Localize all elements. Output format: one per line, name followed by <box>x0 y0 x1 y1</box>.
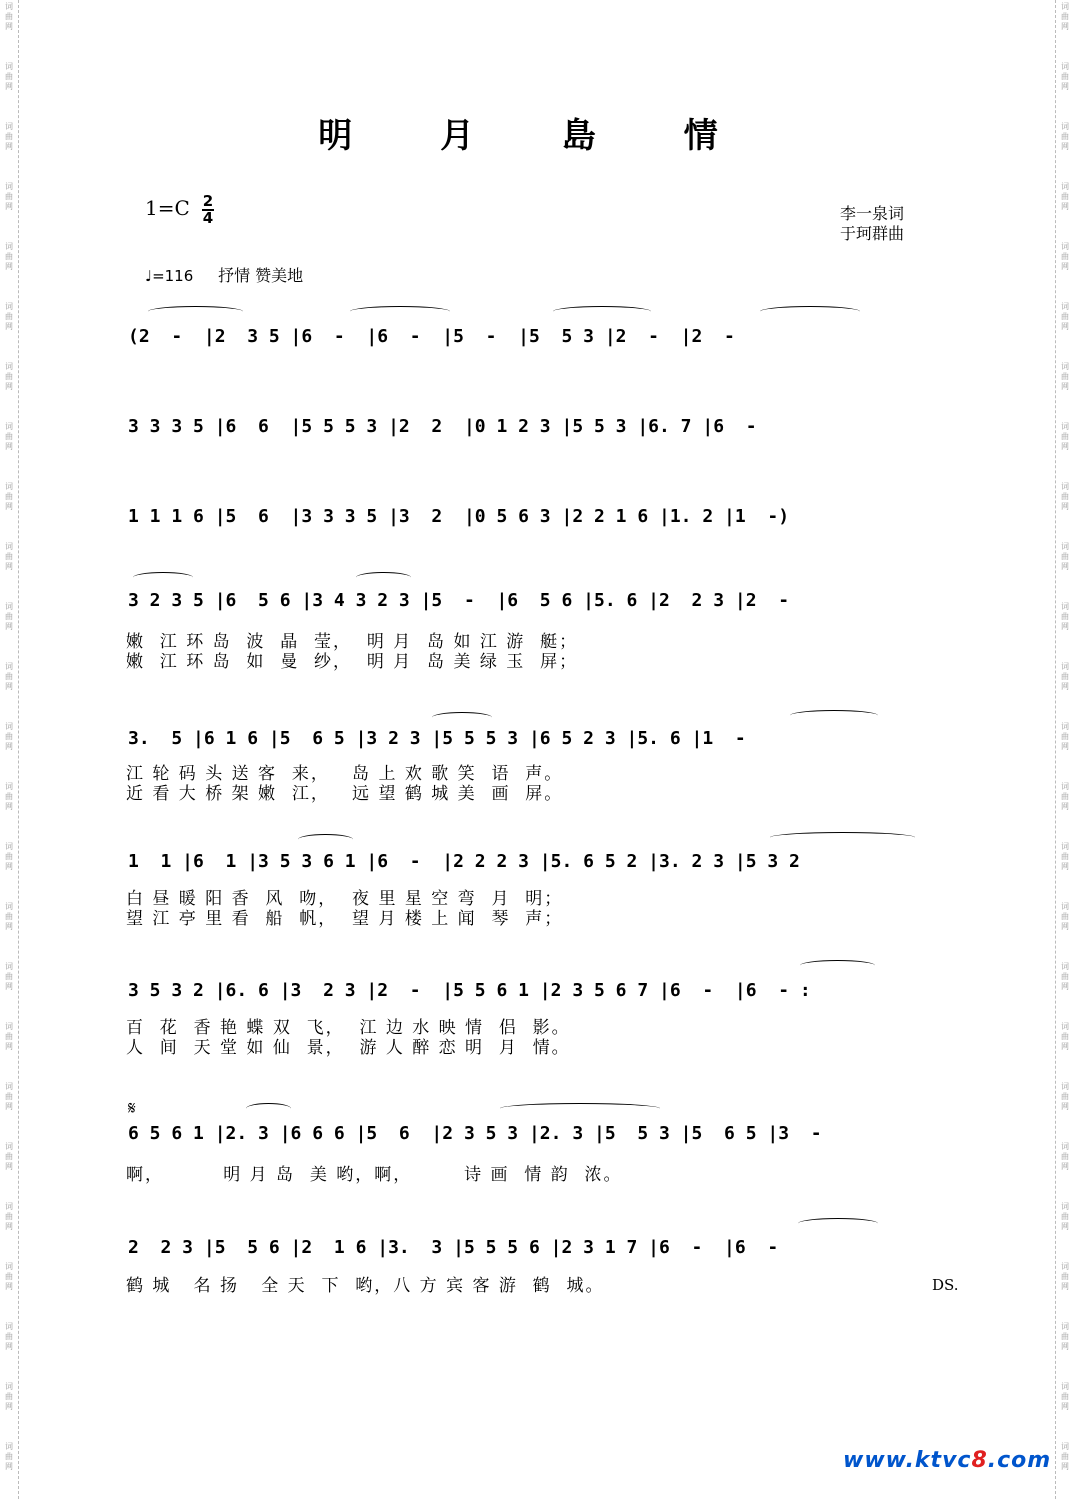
side-watermark-mark: 词 曲 网 <box>1061 242 1069 271</box>
slur <box>246 1103 291 1114</box>
time-signature-bottom: 4 <box>202 209 214 227</box>
staff-line-1 <box>128 325 948 365</box>
time-signature <box>202 194 214 226</box>
slur <box>148 306 243 317</box>
side-watermark-mark: 词 曲 网 <box>5 1022 13 1051</box>
side-watermark-mark: 词 曲 网 <box>5 842 13 871</box>
side-watermark-mark: 词 曲 网 <box>5 242 13 271</box>
side-watermark-mark: 词 曲 网 <box>5 662 13 691</box>
lyricist: 李一泉词 <box>840 204 905 223</box>
notes: 3 3 3 5 |6 6 |5 5 5 3 |2 2 |0 1 2 3 |5 5 3 |6. 7 |6 - <box>128 416 779 437</box>
key-signature: 1=C <box>145 196 190 220</box>
staff-line-3 <box>128 505 948 545</box>
side-watermark-mark: 词 曲 网 <box>5 722 13 751</box>
song-title: 明 月 島 情 <box>318 116 756 156</box>
side-watermark-mark: 词 曲 网 <box>1061 2 1069 31</box>
lyric-line-7a: 百 花 香 艳 蝶 双 飞， 江 边 水 映 情 侣 影。 <box>126 1018 571 1038</box>
right-margin-watermark <box>1055 0 1074 1499</box>
side-watermark-mark: 词 曲 网 <box>5 962 13 991</box>
time-signature-top: 2 <box>202 192 214 210</box>
slur <box>553 306 651 317</box>
side-watermark-mark: 词 曲 网 <box>5 1442 13 1471</box>
site-watermark <box>843 1448 1051 1473</box>
side-watermark-mark: 词 曲 网 <box>5 1082 13 1111</box>
notes: 3 5 3 2 |6. 6 |3 2 3 |2 - |5 5 6 1 |2 3 5 6 7 |6 - |6 - : <box>128 980 811 1001</box>
lyric-line-5a: 江 轮 码 头 送 客 来， 岛 上 欢 歌 笑 语 声。 <box>126 764 564 784</box>
lyric-line-7b: 人 间 天 堂 如 仙 景， 游 人 醉 恋 明 月 情。 <box>126 1038 571 1058</box>
side-watermark-mark: 词 曲 网 <box>5 422 13 451</box>
side-watermark-mark: 词 曲 网 <box>1061 1202 1069 1231</box>
staff-line-8 <box>128 1122 948 1162</box>
side-watermark-mark: 词 曲 网 <box>5 62 13 91</box>
side-watermark-mark: 词 曲 网 <box>1061 602 1069 631</box>
side-watermark-mark: 词 曲 网 <box>1061 842 1069 871</box>
slur <box>800 960 875 971</box>
staff-line-5 <box>128 727 948 767</box>
side-watermark-mark: 词 曲 网 <box>1061 782 1069 811</box>
side-watermark-mark: 词 曲 网 <box>1061 122 1069 151</box>
notes: 3 2 3 5 |6 5 6 |3 4 3 2 3 |5 - |6 5 6 |5. 6 |2 2 3 |2 - <box>128 590 811 611</box>
lyric-line-9: 鹤 城 名 扬 全 天 下 哟，八 方 宾 客 游 鹤 城。 <box>126 1276 605 1296</box>
side-watermark-mark: 词 曲 网 <box>1061 542 1069 571</box>
side-watermark-mark: 词 曲 网 <box>1061 482 1069 511</box>
side-watermark-mark: 词 曲 网 <box>5 602 13 631</box>
lyric-line-5b: 近 看 大 桥 架 嫩 江， 远 望 鹤 城 美 画 屏。 <box>126 784 564 804</box>
slur <box>356 572 411 583</box>
side-watermark-mark: 词 曲 网 <box>1061 62 1069 91</box>
side-watermark-mark: 词 曲 网 <box>5 482 13 511</box>
notes: 3. 5 |6 1 6 |5 6 5 |3 2 3 |5 5 5 3 |6 5 2 3 |5. 6 |1 - <box>128 728 768 749</box>
side-watermark-mark: 词 曲 网 <box>1061 722 1069 751</box>
side-watermark-mark: 词 曲 网 <box>5 542 13 571</box>
watermark-suffix: .com <box>987 1448 1052 1473</box>
side-watermark-mark: 词 曲 网 <box>5 302 13 331</box>
side-watermark-mark: 词 曲 网 <box>5 2 13 31</box>
side-watermark-mark: 词 曲 网 <box>1061 1442 1069 1471</box>
lyric-line-8: 啊， 明 月 岛 美 哟，啊， 诗 画 情 韵 浓。 <box>126 1165 623 1185</box>
watermark-prefix: www.ktvc <box>843 1448 972 1473</box>
slur <box>760 306 860 317</box>
staff-line-7 <box>128 979 948 1019</box>
notes: 6 5 6 1 |2. 3 |6 6 6 |5 6 |2 3 5 3 |2. 3 |5 5 3 |5 6 5 |3 - <box>128 1123 844 1144</box>
side-watermark-mark: 词 曲 网 <box>5 122 13 151</box>
composer: 于珂群曲 <box>840 224 905 243</box>
lyric-line-6b: 望 江 亭 里 看 船 帆， 望 月 楼 上 闻 琴 声； <box>126 909 564 929</box>
side-watermark-mark: 词 曲 网 <box>5 1382 13 1411</box>
notes: (2 - |2 3 5 |6 - |6 - |5 - |5 5 3 |2 - |2 - <box>128 326 757 347</box>
side-watermark-mark: 词 曲 网 <box>1061 302 1069 331</box>
side-watermark-mark: 词 曲 网 <box>1061 1082 1069 1111</box>
side-watermark-mark: 词 曲 网 <box>1061 1262 1069 1291</box>
side-watermark-mark: 词 曲 网 <box>1061 182 1069 211</box>
credits <box>840 204 904 244</box>
side-watermark-mark: 词 曲 网 <box>1061 662 1069 691</box>
lyric-line-4b: 嫩 江 环 岛 如 曼 纱， 明 月 岛 美 绿 玉 屏； <box>126 652 579 672</box>
side-watermark-mark: 词 曲 网 <box>1061 362 1069 391</box>
slur <box>798 1218 878 1229</box>
watermark-accent: 8 <box>971 1448 988 1473</box>
slur <box>133 572 193 583</box>
side-watermark-mark: 词 曲 网 <box>1061 422 1069 451</box>
lyric-line-6a: 白 昼 暖 阳 香 风 吻， 夜 里 星 空 弯 月 明； <box>126 889 564 909</box>
staff-line-2 <box>128 415 948 455</box>
side-watermark-mark: 词 曲 网 <box>5 362 13 391</box>
side-watermark-mark: 词 曲 网 <box>1061 1322 1069 1351</box>
side-watermark-mark: 词 曲 网 <box>1061 1142 1069 1171</box>
notes: 2 2 3 |5 5 6 |2 1 6 |3. 3 |5 5 5 6 |2 3 1 7 |6 - |6 - <box>128 1237 800 1258</box>
tempo-marking <box>145 263 303 286</box>
slur <box>790 710 878 721</box>
side-watermark-mark: 词 曲 网 <box>1061 902 1069 931</box>
side-watermark-mark: 词 曲 网 <box>5 902 13 931</box>
staff-line-4 <box>128 589 948 629</box>
slur <box>350 306 450 317</box>
notes: 1 1 1 6 |5 6 |3 3 3 5 |3 2 |0 5 6 3 |2 2 1 6 |1. 2 |1 -) <box>128 506 800 527</box>
side-watermark-mark: 词 曲 网 <box>5 1202 13 1231</box>
staff-line-6 <box>128 850 948 890</box>
staff-line-9 <box>128 1236 948 1276</box>
left-margin-watermark <box>0 0 19 1499</box>
tempo-bpm: ♩=116 <box>145 267 194 285</box>
side-watermark-mark: 词 曲 网 <box>5 1142 13 1171</box>
side-watermark-mark: 词 曲 网 <box>5 1322 13 1351</box>
slur <box>500 1103 660 1114</box>
lyric-line-4a: 嫩 江 环 岛 波 晶 莹， 明 月 岛 如 江 游 艇； <box>126 632 579 652</box>
side-watermark-mark: 词 曲 网 <box>5 1262 13 1291</box>
slur <box>298 834 353 845</box>
slur <box>432 712 492 723</box>
side-watermark-mark: 词 曲 网 <box>1061 1382 1069 1411</box>
side-watermark-mark: 词 曲 网 <box>1061 1022 1069 1051</box>
side-watermark-mark: 词 曲 网 <box>5 782 13 811</box>
slur <box>770 832 915 843</box>
notes: 1 1 |6 1 |3 5 3 6 1 |6 - |2 2 2 3 |5. 6 5 2 |3. 2 3 |5 3 2 <box>128 851 811 872</box>
side-watermark-mark: 词 曲 网 <box>5 182 13 211</box>
dal-segno: DS. <box>932 1276 959 1294</box>
side-watermark-mark: 词 曲 网 <box>1061 962 1069 991</box>
expression-marking: 抒情 赞美地 <box>218 266 304 285</box>
segno-sign: 𝄋 <box>128 1098 136 1119</box>
